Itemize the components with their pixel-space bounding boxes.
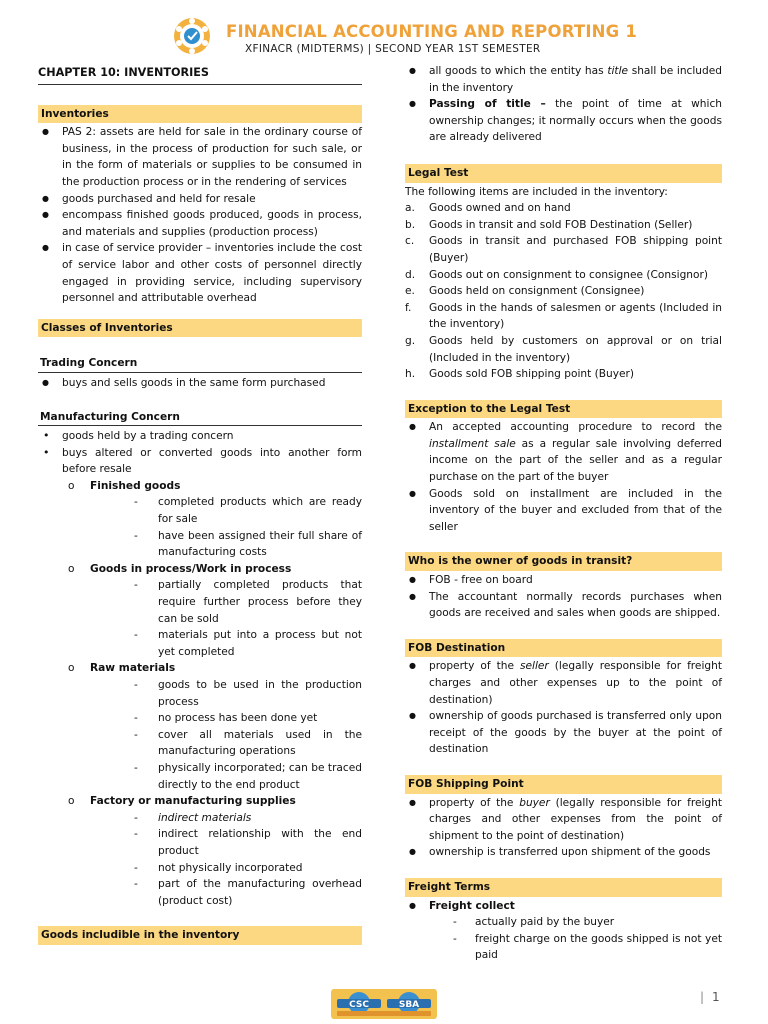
freight-collect-list — [429, 914, 722, 964]
list-item — [405, 283, 722, 300]
section-heading-legal-test: Legal Test — [405, 164, 722, 183]
fob-shipping-list — [405, 795, 722, 861]
list-item: • goods held by a trading concern — [38, 428, 362, 445]
text-segment: shall be included in the inventory — [429, 65, 722, 94]
list-item: ● in case of service provider – inventories include the cost of service labor and other costs of personnel directly engaged in providing service, including supervisory personnel and attributable overhead — [38, 240, 362, 306]
section-heading-fob-shipping: FOB Shipping Point — [405, 775, 722, 794]
page-number-value: 1 — [712, 990, 720, 1004]
list-item: - actually paid by the buyer — [429, 914, 722, 931]
raw-materials-list — [90, 677, 362, 793]
page-header — [0, 8, 768, 60]
inventories-list — [38, 124, 362, 307]
text-segment: Goods in the hands of salesmen or agents (Included in the inventory) — [429, 301, 722, 331]
section-heading-classes: Classes of Inventories — [38, 319, 362, 338]
list-item — [405, 96, 722, 146]
page-number: | 1 — [700, 990, 720, 1004]
list-item: ● ownership is transferred upon shipment of the goods — [405, 844, 722, 861]
text-segment: the point of time at which ownership changes; it normally occurs when the goods are already delivered — [429, 98, 722, 144]
list-item: ● encompass finished goods produced, goods in process, and materials and supplies (production process) — [38, 207, 362, 240]
subheading-trading-concern: Trading Concern — [38, 355, 362, 373]
list-item — [405, 200, 722, 217]
section-heading-owner-transit: Who is the owner of goods in transit? — [405, 552, 722, 571]
list-item: ● ownership of goods purchased is transferred only upon receipt of the goods by the buyer at the point of destination — [405, 708, 722, 758]
list-item: ● The accountant normally records purchases when goods are received and sales when goods are shipped. — [405, 589, 722, 622]
text-segment: Goods in transit and purchased FOB shipping point (Buyer) — [429, 235, 722, 264]
category-raw-materials: o Raw materials - goods to be used in the production process - no process has been done yet - cover all materials used in the manufacturing operations - physically incorporated; can be traced directly to the end product — [38, 660, 362, 793]
section-heading-fob-destination: FOB Destination — [405, 639, 722, 658]
category-label: Finished goods — [90, 479, 181, 492]
legal-test-list — [405, 200, 722, 383]
category-label: Goods in process/Work in process — [90, 562, 292, 575]
emphasis-text: installment sale — [429, 437, 516, 450]
list-marker: e. — [405, 285, 415, 298]
list-item: - goods to be used in the production process — [90, 677, 362, 710]
fob-destination-list — [405, 658, 722, 758]
list-item: ● buys and sells goods in the same form purchased — [38, 375, 362, 392]
text-segment: Goods out on consignment to consignee (Consignor) — [429, 268, 708, 281]
organization-logo-icon — [172, 16, 212, 56]
text-segment: An accepted accounting procedure to record the — [429, 421, 722, 434]
list-item — [405, 333, 722, 366]
text-segment: Goods sold FOB shipping point (Buyer) — [429, 368, 635, 381]
text-segment: Goods in transit and sold FOB Destination (Seller) — [429, 218, 693, 231]
chapter-heading: CHAPTER 10: INVENTORIES — [38, 65, 362, 85]
list-item: - partially completed products that require further process before they can be sold — [90, 577, 362, 627]
section-heading-inventories: Inventories — [38, 105, 362, 124]
list-item: - physically incorporated; can be traced directly to the end product — [90, 760, 362, 793]
right-column — [405, 63, 722, 964]
trading-list — [38, 375, 362, 392]
list-item: • buys altered or converted goods into another form before resale — [38, 445, 362, 478]
text-segment: (legally responsible for freight charges and other expenses from the point of shipment to the point of destination) — [429, 796, 722, 842]
list-marker: b. — [405, 218, 416, 231]
finished-goods-list — [90, 494, 362, 560]
list-item — [405, 267, 722, 284]
text-segment: all goods to which the entity has — [429, 65, 608, 77]
text-segment: Goods held on consignment (Consignee) — [429, 285, 645, 298]
text-segment: property of the — [429, 660, 520, 673]
list-item: - indirect relationship with the end product — [90, 826, 362, 859]
list-item — [405, 795, 722, 845]
manufacturing-categories — [38, 478, 362, 909]
list-item — [405, 217, 722, 234]
logo-right-text: SBA — [398, 1000, 420, 1010]
footer-organization-logo-icon — [331, 989, 437, 1019]
list-item — [405, 898, 722, 964]
list-item — [405, 233, 722, 266]
goods-in-process-list — [90, 577, 362, 660]
owner-list — [405, 572, 722, 622]
exception-list — [405, 419, 722, 535]
list-marker: f. — [405, 301, 412, 314]
list-item: ● goods purchased and held for resale — [38, 191, 362, 208]
section-heading-freight-terms: Freight Terms — [405, 878, 722, 897]
list-item: - not physically incorporated — [90, 860, 362, 877]
list-item: - indirect materials — [90, 810, 362, 827]
list-item: - no process has been done yet — [90, 710, 362, 727]
category-label: Raw materials — [90, 662, 176, 675]
text-segment: Goods owned and on hand — [429, 202, 571, 215]
category-label: Factory or manufacturing supplies — [90, 795, 296, 808]
text-segment: Goods held by customers on approval or on trial (Included in the inventory) — [429, 334, 722, 364]
list-item: - materials put into a process but not yet completed — [90, 627, 362, 660]
list-item — [405, 366, 722, 383]
list-marker: g. — [405, 334, 416, 347]
list-item: - freight charge on the goods shipped is not yet paid — [429, 931, 722, 964]
section-heading-includible: Goods includible in the inventory — [38, 926, 362, 945]
list-item — [405, 658, 722, 708]
list-item: ● FOB - free on board — [405, 572, 722, 589]
legal-intro: The following items are included in the inventory: — [405, 185, 668, 198]
list-item — [405, 419, 722, 485]
list-item: ● PAS 2: assets are held for sale in the ordinary course of business, in the process of production for such sale, or in the form of materials or supplies to be consumed in the production process or in the rendering of services — [38, 124, 362, 190]
text-segment: as a regular sale involving deferred income on the part of the seller and as a regular purchase on the part of the buyer — [429, 437, 722, 484]
list-marker: c. — [405, 235, 415, 248]
list-item — [405, 63, 722, 96]
category-finished-goods: o Finished goods - completed products which are ready for sale - have been assigned their full share of manufacturing costs — [38, 478, 362, 561]
subheading-manufacturing-concern: Manufacturing Concern — [38, 409, 362, 427]
emphasis-text: buyer — [519, 796, 550, 809]
list-item: ● Goods sold on installment are included in the inventory of the buyer and excluded from that of the seller — [405, 486, 722, 536]
category-factory-supplies: o Factory or manufacturing supplies - indirect materials - indirect relationship with the end product - not physically incorporated - part of the manufacturing overhead (product cost) — [38, 793, 362, 909]
list-item: - part of the manufacturing overhead (product cost) — [90, 876, 362, 909]
list-marker: d. — [405, 268, 416, 281]
logo-left-text: CSC — [349, 1000, 369, 1010]
text-segment: (legally responsible for freight charges and other expenses up to the point of destination) — [429, 660, 722, 706]
list-item: - have been assigned their full share of manufacturing costs — [90, 528, 362, 561]
emphasis-text: seller — [519, 660, 549, 673]
text-segment: property of the — [429, 796, 520, 809]
left-column — [38, 64, 362, 946]
section-heading-exception: Exception to the Legal Test — [405, 400, 722, 419]
title-list — [405, 63, 722, 146]
list-marker: a. — [405, 202, 415, 215]
freight-list — [405, 898, 722, 964]
list-marker: h. — [405, 368, 416, 381]
term-label: Passing of title – — [429, 98, 546, 111]
emphasis-text: title — [607, 65, 629, 77]
factory-supplies-list — [90, 810, 362, 910]
course-subtitle: XFINACR (MIDTERMS) | SECOND YEAR 1ST SEMESTER — [245, 43, 541, 55]
list-item — [405, 300, 722, 333]
manufacturing-list — [38, 428, 362, 478]
term-label: Freight collect — [429, 899, 515, 912]
list-item: - completed products which are ready for sale — [90, 494, 362, 527]
category-goods-in-process: o Goods in process/Work in process - partially completed products that require further process before they can be sold - materials put into a process but not yet completed — [38, 561, 362, 661]
course-title: FINANCIAL ACCOUNTING AND REPORTING 1 — [226, 22, 638, 41]
list-item: - cover all materials used in the manufacturing operations — [90, 727, 362, 760]
